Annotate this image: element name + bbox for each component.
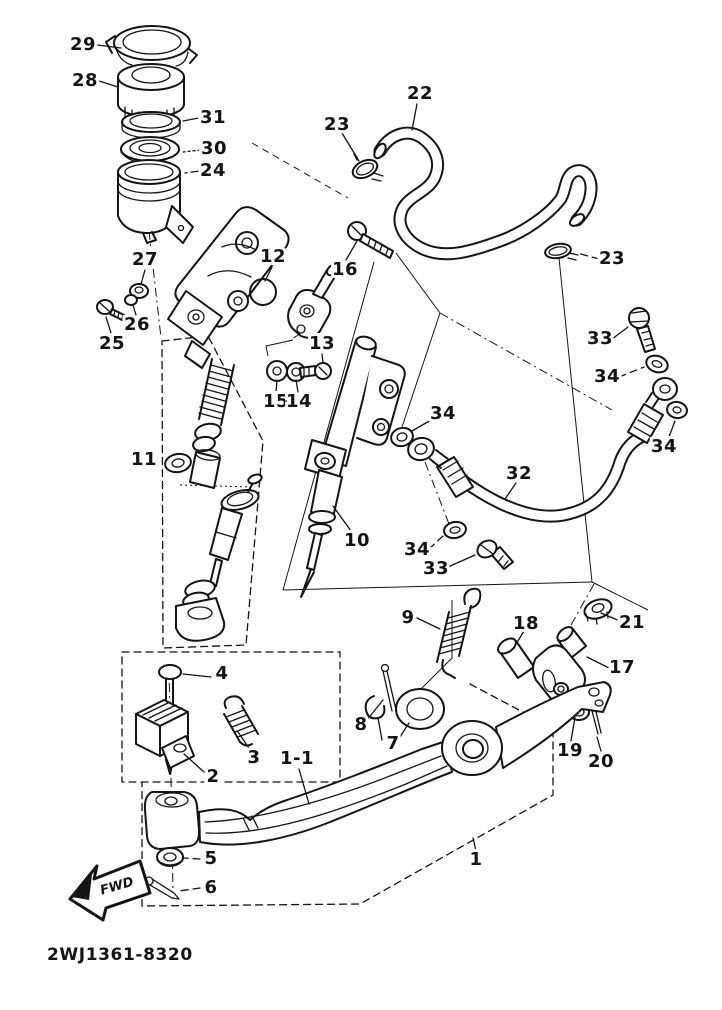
pedal-pad-2 <box>136 700 194 768</box>
callout-34: 34 <box>650 436 678 457</box>
fwd-label: FWD <box>98 874 136 899</box>
piston-kit-11 <box>164 359 263 641</box>
callout-24: 24 <box>199 160 227 181</box>
callout-32: 32 <box>505 463 533 484</box>
bolt-16 <box>348 222 393 258</box>
brake-pipe-32 <box>406 378 677 516</box>
bolt-13-washers <box>267 361 331 381</box>
callout-15: 15 <box>262 391 290 412</box>
arrow-tip <box>72 874 92 900</box>
callout-18: 18 <box>512 613 540 634</box>
cotter-pin-8 <box>382 665 397 712</box>
callout-25: 25 <box>98 333 126 354</box>
washer-5 <box>157 848 183 866</box>
callout-21: 21 <box>618 612 646 633</box>
cotter-pin-6 <box>145 877 179 899</box>
cap-holder-29 <box>106 26 197 66</box>
pedal-toe-boss <box>145 792 199 849</box>
callout-2: 2 <box>206 766 220 787</box>
hose-clamp-23-right <box>544 242 578 260</box>
part-number: 2WJ1361-8320 <box>47 945 193 965</box>
callout-33: 33 <box>422 558 450 579</box>
callout-3: 3 <box>247 747 261 768</box>
callout-19: 19 <box>556 740 584 761</box>
pin-18 <box>495 635 534 678</box>
spring-hook <box>366 696 385 718</box>
callout-6: 6 <box>204 877 218 898</box>
fwd-direction-arrow <box>70 861 150 920</box>
bolt-33-a <box>629 308 655 352</box>
washer <box>164 452 193 474</box>
callout-23: 23 <box>598 248 626 269</box>
callout-27: 27 <box>131 249 159 270</box>
cap-ring-31 <box>122 112 180 138</box>
callout-16: 16 <box>331 259 359 280</box>
callout-12: 12 <box>259 246 287 267</box>
callout-26: 26 <box>123 314 151 335</box>
washer-7 <box>396 689 444 729</box>
callout-22: 22 <box>406 83 434 104</box>
callout-10: 10 <box>343 530 371 551</box>
reservoir-cap-stack <box>106 26 197 243</box>
pad-spring-3 <box>224 696 258 745</box>
washer-34-d <box>666 400 688 419</box>
callout-28: 28 <box>71 70 99 91</box>
locknut-21 <box>582 596 614 624</box>
cup <box>190 448 221 488</box>
callout-23: 23 <box>323 114 351 135</box>
screw-25 <box>97 300 126 321</box>
washer-34-c <box>644 353 670 376</box>
callout-1-1: 1-1 <box>279 748 315 769</box>
reservoir-24 <box>118 160 193 243</box>
callout-4: 4 <box>215 663 229 684</box>
callout-9: 9 <box>401 607 415 628</box>
callout-34: 34 <box>593 366 621 387</box>
callout-30: 30 <box>200 138 228 159</box>
banjo-right <box>653 378 677 400</box>
callout-31: 31 <box>199 107 227 128</box>
callout-11: 11 <box>130 449 158 470</box>
pedal-pivot-boss <box>442 721 502 775</box>
seal-and-boot <box>176 578 224 641</box>
return-spring-9 <box>437 589 480 678</box>
callout-17: 17 <box>608 657 636 678</box>
callout-20: 20 <box>587 751 615 772</box>
callout-8: 8 <box>354 714 368 735</box>
diaphragm-30 <box>121 137 179 162</box>
washer-26 <box>125 295 137 305</box>
o-ring-12 <box>250 279 276 305</box>
washer-34-b <box>443 520 467 540</box>
callout-14: 14 <box>285 391 313 412</box>
spring <box>199 359 234 425</box>
callout-13: 13 <box>308 333 336 354</box>
callout-34: 34 <box>403 539 431 560</box>
callout-1: 1 <box>469 849 483 870</box>
callout-34: 34 <box>429 403 457 424</box>
callout-33: 33 <box>586 328 614 349</box>
callout-7: 7 <box>386 733 400 754</box>
callout-29: 29 <box>69 34 97 55</box>
bolt-33-b <box>474 537 513 569</box>
reservoir-hose-22 <box>372 133 591 254</box>
callout-5: 5 <box>204 848 218 869</box>
washer-15 <box>267 361 287 381</box>
bolt-13 <box>300 363 331 379</box>
